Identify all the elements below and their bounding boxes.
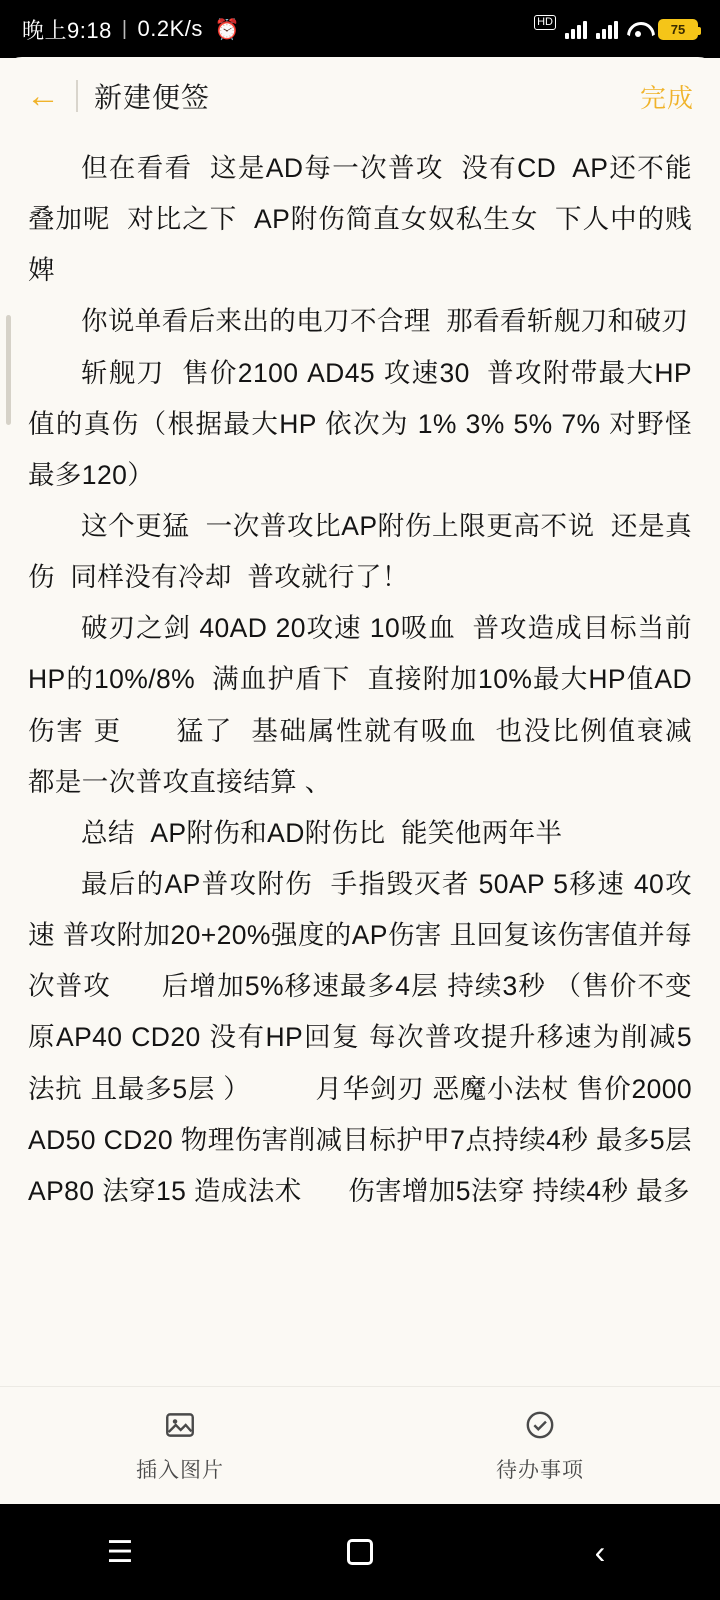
insert-image-button[interactable] bbox=[0, 1408, 360, 1484]
status-bar-right bbox=[534, 15, 698, 40]
app-bar-divider bbox=[76, 80, 78, 112]
note-paragraph: 破刃之剑 40AD 20攻速 10吸血 普攻造成目标当前HP的10%/8% 满血护盾下 直接附加10%最大HP值AD伤害 更 猛了 基础属性就有吸血 也没比例值衰减 都是一次普攻直接结算 、 bbox=[28, 613, 708, 797]
status-bar-left bbox=[22, 14, 240, 45]
note-text-content[interactable] bbox=[28, 143, 708, 1217]
battery-icon bbox=[658, 19, 698, 40]
signal-bars-icon bbox=[565, 19, 587, 39]
wifi-icon bbox=[627, 20, 649, 38]
note-paragraph: 斩舰刀 售价2100 AD45 攻速30 普攻附带最大HP值的真伤（根据最大HP 依次为 1% 3% 5% 7% 对野怪最多120） bbox=[28, 357, 692, 490]
insert-image-label: 插入图片 bbox=[136, 1458, 224, 1482]
note-paragraph: 总结 AP附伤和AD附伤比 能笑他两年半 bbox=[81, 817, 563, 848]
note-paragraph: 但在看看 这是AD每一次普攻 没有CD AP还不能叠加呢 对比之下 AP附伤简直女奴私生女 下人中的贱婢 bbox=[28, 153, 692, 286]
network-speed: 0.2K/s bbox=[137, 16, 203, 41]
note-paragraph: 最后的AP普攻附伤 手指毁灭者 50AP 5移速 40攻速 普攻附加20+20%强度的AP伤害 且回复该伤害值并每次普攻 后增加5%移速最多4层 持续3秒 （售价不变 原AP40 CD20 没有HP回复 每次普攻提升移速为削减5法抗 且最多5层 ） 月华剑刃 恶魔小法杖 售价2000 AD50 CD20 物理伤害削减目标护甲7点持续4秒 最多5层 AP80 法穿15 造成法术 伤害增加5法穿 持续4秒 最多 bbox=[28, 868, 700, 1206]
home-square-icon bbox=[347, 1539, 373, 1565]
back-chevron-icon: ‹ bbox=[594, 1533, 606, 1570]
note-editor[interactable] bbox=[0, 135, 720, 1386]
todo-label: 待办事项 bbox=[496, 1458, 584, 1482]
status-time: 晚上9:18 bbox=[22, 17, 112, 43]
note-paragraph: 这个更猛 一次普攻比AP附伤上限更高不说 还是真伤 同样没有冷却 普攻就行了！ bbox=[28, 510, 692, 593]
todo-button[interactable] bbox=[360, 1408, 720, 1484]
signal-bars-icon-2 bbox=[596, 19, 618, 39]
alarm-clock-icon: ⏰ bbox=[214, 18, 241, 41]
recents-menu-icon: ☰ bbox=[106, 1535, 134, 1569]
system-nav-bar bbox=[0, 1504, 720, 1600]
hd-icon: HD bbox=[534, 15, 556, 30]
todo-check-icon bbox=[523, 1408, 557, 1442]
scrollbar-thumb[interactable] bbox=[6, 315, 11, 425]
insert-image-icon bbox=[163, 1408, 197, 1442]
home-button[interactable] bbox=[240, 1539, 480, 1565]
back-button[interactable] bbox=[480, 1534, 720, 1571]
app-bar bbox=[0, 57, 720, 135]
page-title: 新建便签 bbox=[94, 82, 211, 113]
note-paragraph: 你说单看后来出的电刀不合理 那看看斩舰刀和破刃 bbox=[81, 306, 689, 337]
content-fade bbox=[0, 1368, 720, 1386]
status-divider: | bbox=[121, 17, 128, 40]
battery-level: 75 bbox=[670, 21, 686, 37]
status-bar bbox=[0, 0, 720, 58]
note-toolbar bbox=[0, 1386, 720, 1504]
back-arrow-icon[interactable]: ← bbox=[26, 77, 60, 115]
done-button[interactable]: 完成 bbox=[639, 82, 694, 113]
recents-button[interactable] bbox=[0, 1535, 240, 1570]
